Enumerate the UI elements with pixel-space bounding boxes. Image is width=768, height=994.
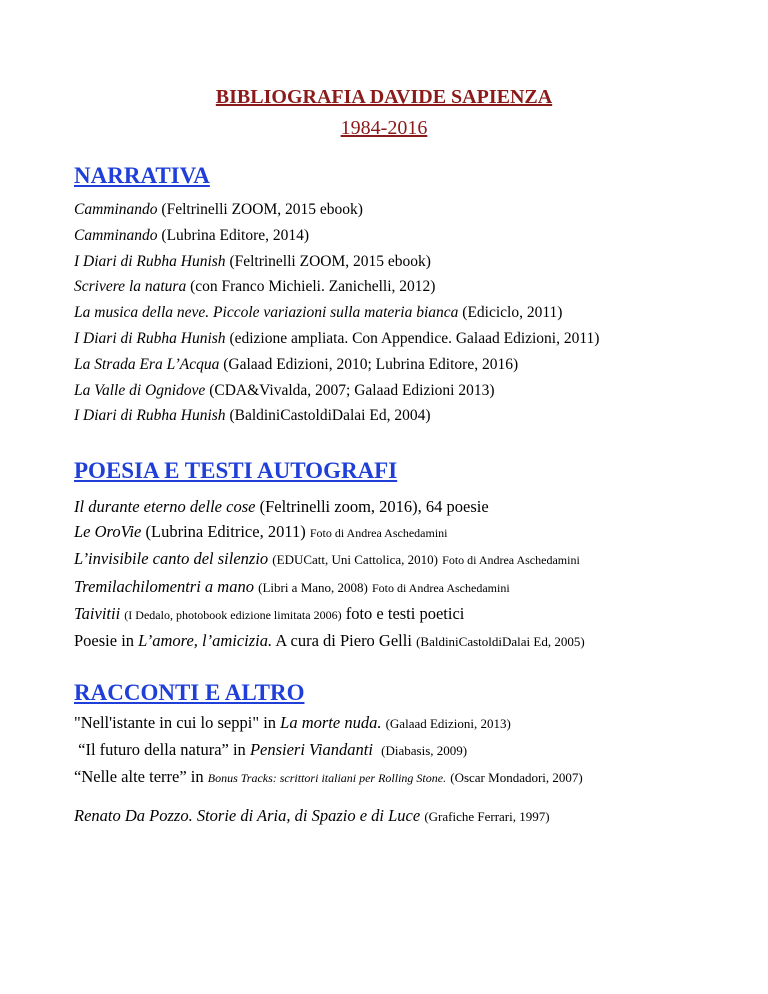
section-heading-narrativa: NARRATIVA (74, 163, 210, 188)
story-title: “Nelle alte terre” (74, 767, 187, 786)
list-item (74, 519, 585, 546)
narrativa-list (74, 197, 599, 429)
list-item (74, 197, 599, 223)
section-heading-racconti: RACCONTI E ALTRO (74, 680, 305, 705)
racconti-list (74, 710, 583, 830)
work-title: Camminando (74, 201, 158, 218)
publication-info: (Galaad Edizioni, 2013) (385, 716, 511, 731)
list-item (74, 223, 599, 249)
work-title: Pensieri Viandanti (249, 740, 373, 759)
list-item (74, 710, 583, 737)
list-item (74, 249, 599, 275)
list-item (74, 378, 599, 404)
list-item (74, 764, 583, 791)
list-item (74, 574, 585, 601)
publication-info: (Feltrinelli ZOOM, 2015 ebook) (161, 201, 363, 218)
photo-credit: Foto di Andrea Aschedamini (309, 526, 448, 541)
publication-info: (Galaad Edizioni, 2010; Lubrina Editore, 2016) (223, 355, 519, 373)
publication-info: (Feltrinelli zoom, 2016), 64 poesie (259, 497, 489, 516)
story-title: "Nell'istante in cui lo seppi" (74, 713, 260, 732)
publication-info: (Grafiche Ferrari, 1997) (424, 809, 550, 824)
work-title: Bonus Tracks: scrittori italiani per Rolling Stone. (207, 771, 447, 785)
work-title: Il durante eterno delle cose (74, 497, 256, 516)
list-item (74, 403, 599, 429)
joiner: in (232, 740, 246, 759)
list-item (74, 628, 585, 654)
publication-info: (Libri a Mano, 2008) (258, 579, 368, 595)
work-title: I Diari di Rubha Hunish (74, 329, 226, 347)
work-title: La Valle di Ognidove (74, 381, 206, 399)
work-title: I Diari di Rubha Hunish (74, 252, 226, 270)
poesia-list (74, 494, 585, 654)
list-item (74, 601, 585, 628)
joiner: in (263, 713, 277, 732)
publication-info: (Ediciclo, 2011) (462, 304, 563, 322)
note: foto e testi poetici (345, 603, 465, 623)
publication-info: (Oscar Mondadori, 2007) (450, 770, 583, 785)
publication-info: (Feltrinelli ZOOM, 2015 ebook) (229, 252, 431, 270)
work-title: Camminando (74, 226, 158, 244)
list-item (74, 546, 585, 573)
publication-info: (edizione ampliata. Con Appendice. Galaad Edizioni, 2011) (229, 329, 600, 347)
work-title: I Diari di Rubha Hunish (74, 407, 226, 425)
publication-info: (BaldiniCastoldiDalai Ed, 2004) (229, 407, 431, 425)
publication-info: (CDA&Vivalda, 2007; Galaad Edizioni 2013) (209, 381, 495, 399)
work-title: La musica della neve. Piccole variazioni sulla materia bianca (74, 304, 459, 322)
work-title: L’invisibile canto del silenzio (74, 549, 269, 569)
publication-info: (Lubrina Editrice, 2011) (145, 522, 306, 542)
list-item (74, 274, 599, 300)
work-title: La morte nuda. (280, 713, 382, 732)
work-title: L’amore, l’amicizia. (138, 631, 273, 651)
joiner: in (190, 767, 204, 786)
story-title: “Il futuro della natura” (78, 740, 229, 759)
section-heading-poesia: POESIA E TESTI AUTOGRAFI (74, 458, 398, 483)
publication-info: (Diabasis, 2009) (381, 743, 468, 758)
list-item (74, 300, 599, 326)
prefix: Poesie in (74, 631, 135, 651)
list-item (74, 737, 583, 764)
photo-credit: Foto di Andrea Aschedamini (442, 553, 580, 568)
publication-info: (con Franco Michieli. Zanichelli, 2012) (190, 278, 436, 296)
work-title: Tremilachilomentri a mano (74, 576, 254, 596)
list-item (74, 326, 599, 352)
publication-info: (Lubrina Editore, 2014) (161, 226, 310, 244)
work-title: Taivitii (74, 603, 121, 623)
list-item (74, 803, 583, 830)
document-years: 1984-2016 (340, 117, 428, 139)
publication-info: (BaldiniCastoldiDalai Ed, 2005) (416, 634, 585, 650)
curator: A cura di Piero Gelli (275, 631, 412, 651)
work-title: Le OroVie (74, 522, 142, 542)
list-item (74, 494, 585, 519)
publication-info: (I Dedalo, photobook edizione limitata 2006) (124, 607, 342, 622)
work-title: Renato Da Pozzo. Storie di Aria, di Spazio e di Luce (74, 806, 421, 825)
photo-credit: Foto di Andrea Aschedamini (372, 580, 510, 595)
work-title: La Strada Era L’Acqua (74, 355, 220, 373)
list-item (74, 352, 599, 378)
work-title: Scrivere la natura (74, 278, 187, 296)
publication-info: (EDUCatt, Uni Cattolica, 2010) (272, 552, 439, 568)
document-title: BIBLIOGRAFIA DAVIDE SAPIENZA (215, 86, 553, 108)
